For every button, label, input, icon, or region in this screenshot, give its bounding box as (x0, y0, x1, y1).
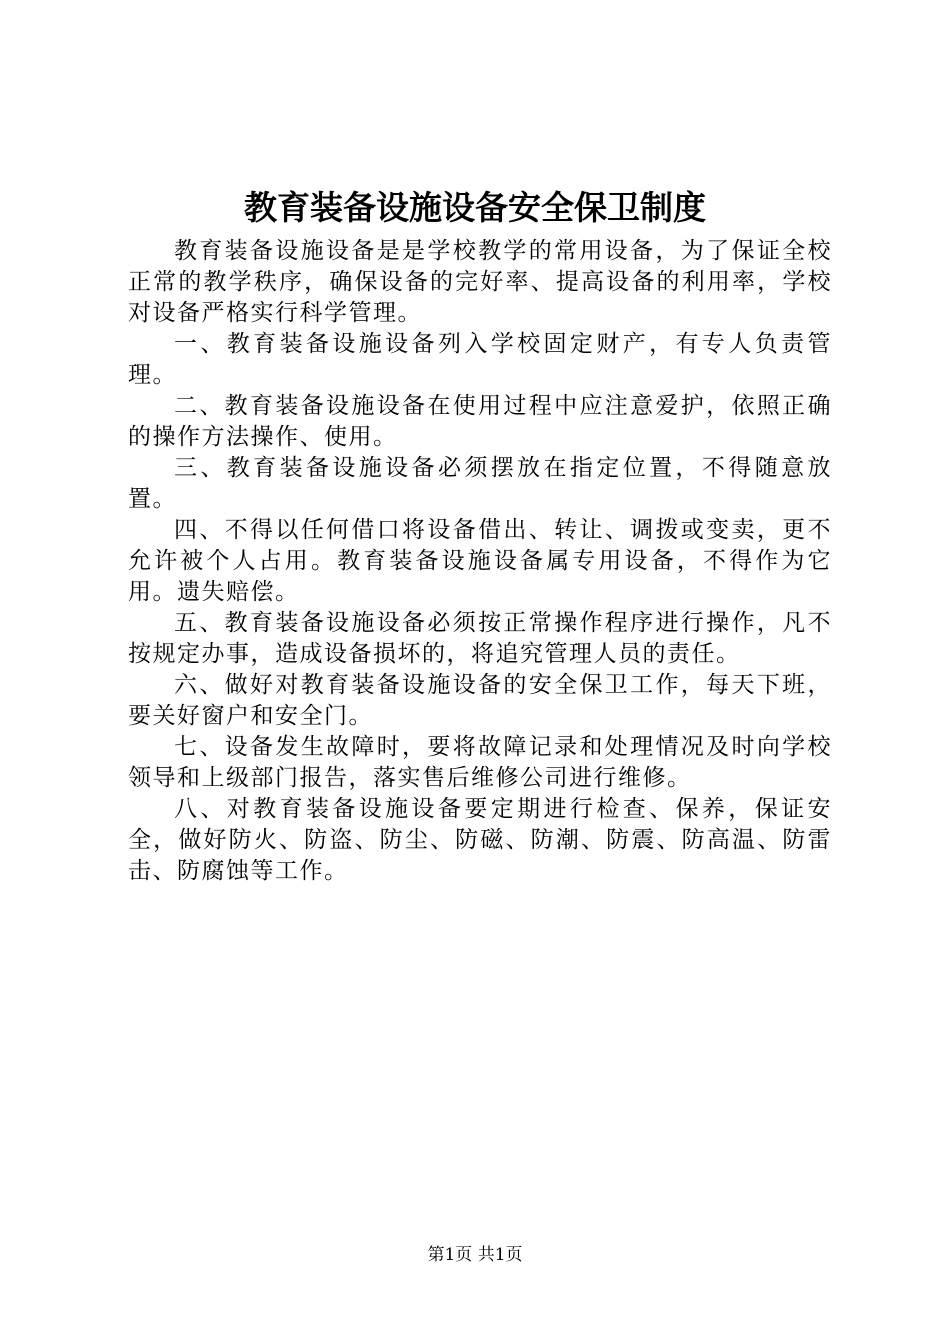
paragraph-item-3: 三、教育装备设施设备必须摆放在指定位置，不得随意放置。 (128, 455, 832, 512)
paragraph-item-8: 八、对教育装备设施设备要定期进行检查、保养，保证安全，做好防火、防盗、防尘、防磁、防潮、防震、防高温、防雷击、防腐蚀等工作。 (128, 796, 832, 884)
document-title: 教育装备设施设备安全保卫制度 (244, 188, 706, 227)
paragraph-item-4: 四、不得以任何借口将设备借出、转让、调拨或变卖，更不允许被个人占用。教育装备设施设备属专用设备，不得作为它用。遗失赔偿。 (128, 517, 832, 605)
document-body (128, 236, 832, 887)
paragraph-item-6: 六、做好对教育装备设施设备的安全保卫工作，每天下班，要关好窗户和安全门。 (128, 672, 832, 729)
paragraph-item-7: 七、设备发生故障时，要将故障记录和处理情况及时向学校领导和上级部门报告，落实售后维修公司进行维修。 (128, 734, 832, 791)
paragraph-item-5: 五、教育装备设施设备必须按正常操作程序进行操作，凡不按规定办事，造成设备损坏的，将追究管理人员的责任。 (128, 610, 832, 667)
paragraph-item-2: 二、教育装备设施设备在使用过程中应注意爱护，依照正确的操作方法操作、使用。 (128, 393, 832, 450)
paragraph-item-1: 一、教育装备设施设备列入学校固定财产，有专人负责管理。 (128, 331, 832, 388)
paragraph-intro: 教育装备设施设备是是学校教学的常用设备，为了保证全校正常的教学秩序，确保设备的完好率、提高设备的利用率，学校对设备严格实行科学管理。 (128, 238, 832, 326)
page-footer: 第1页 共1页 (427, 1245, 523, 1265)
